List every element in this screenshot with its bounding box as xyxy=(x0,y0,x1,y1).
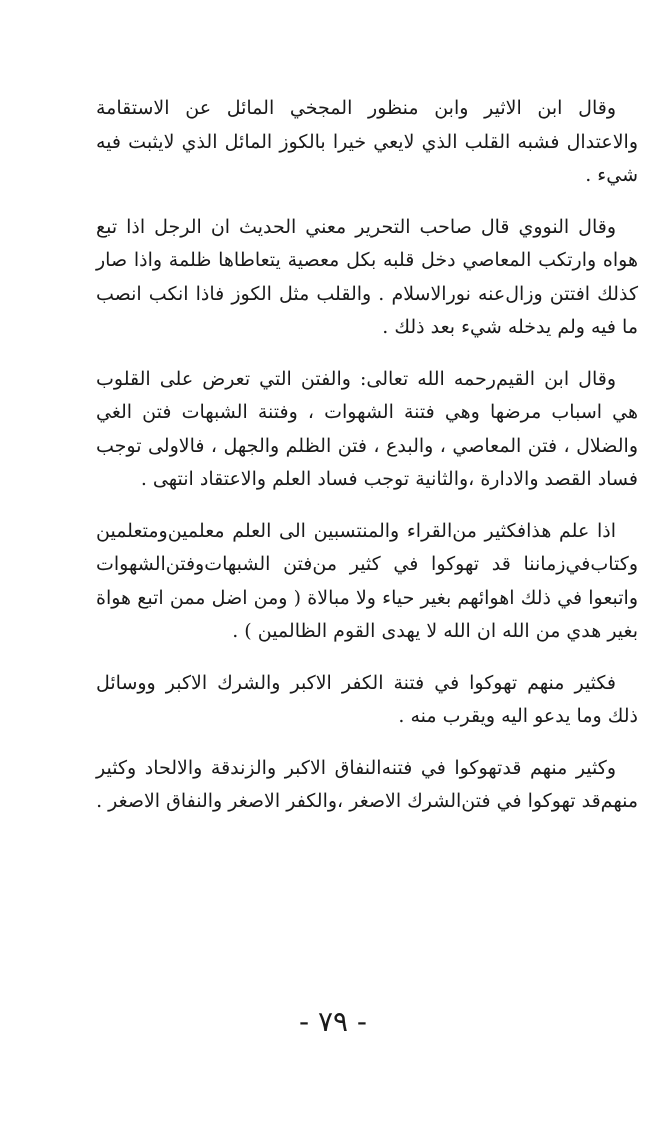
paragraph-1: وقال ابن الاثير وابن منظور المجخي المائل عن الاستقامة والاعتدال فشبه القلب الذي لايعي خيرا بالكوز المائل الذي لايثبت فيه شيء . xyxy=(96,97,638,186)
paragraph-2: وقال النووي قال صاحب التحرير معني الحديث ان الرجل اذا تبع هواه وارتكب المعاصي دخل قلبه بكل معصية يتعاطاها ظلمة واذا صار كذلك افتتن وزال‌عنه نورالاسلام . والقلب مثل الكوز فاذا انكب انصب ما فيه ولم يدخله شيء بعد ذلك . xyxy=(96,215,638,338)
page-number xyxy=(0,1005,666,1038)
paragraph-3: وقال ابن القيم‌رحمه الله تعالى: والفتن التي تعرض على القلوب هي اسباب مرضها وهي فتنة الشهوات ، وفتنة الشبهات فتن الغي والضلال ، فتن المعاصي ، والبدع ، فتن الظلم والجهل ، فالاولى توجب فساد القصد والادارة ،والثانية توجب فساد العلم والاعتقاد انتهى . xyxy=(96,367,638,490)
page-number-text: - ٧٩ - xyxy=(298,1005,368,1038)
paragraph-5: فكثير منهم تهوكوا في فتنة الكفر الاكبر والشرك الاكبر ووسائل ذلك وما يدعو اليه ويقرب منه . xyxy=(96,671,638,727)
page-body-text xyxy=(96,92,638,837)
paragraph-4: اذا علم هذافكثير من‌القراء والمنتسبين الى العلم معلمين‌ومتعلمين وكتاب‌في‌زماننا قد تهوكوا في كثير من‌فتن الشبهات‌وفتن‌الشهوات واتبعوا في ذلك اهوائهم بغير حياء ولا مبالاة ( ومن اضل ممن اتبع هواة بغير هدي من الله ان الله لا يهدى القوم الظالمين ) . xyxy=(96,519,638,642)
paragraph-6: وكثير منهم قدتهوكوا في فتنه‌النفاق الاكبر والزندقة والالحاد وكثير منهم‌قد تهوكوا في فتن‌الشرك الاصغر ،والكفر الاصغر والنفاق الاصغر . xyxy=(96,756,638,812)
